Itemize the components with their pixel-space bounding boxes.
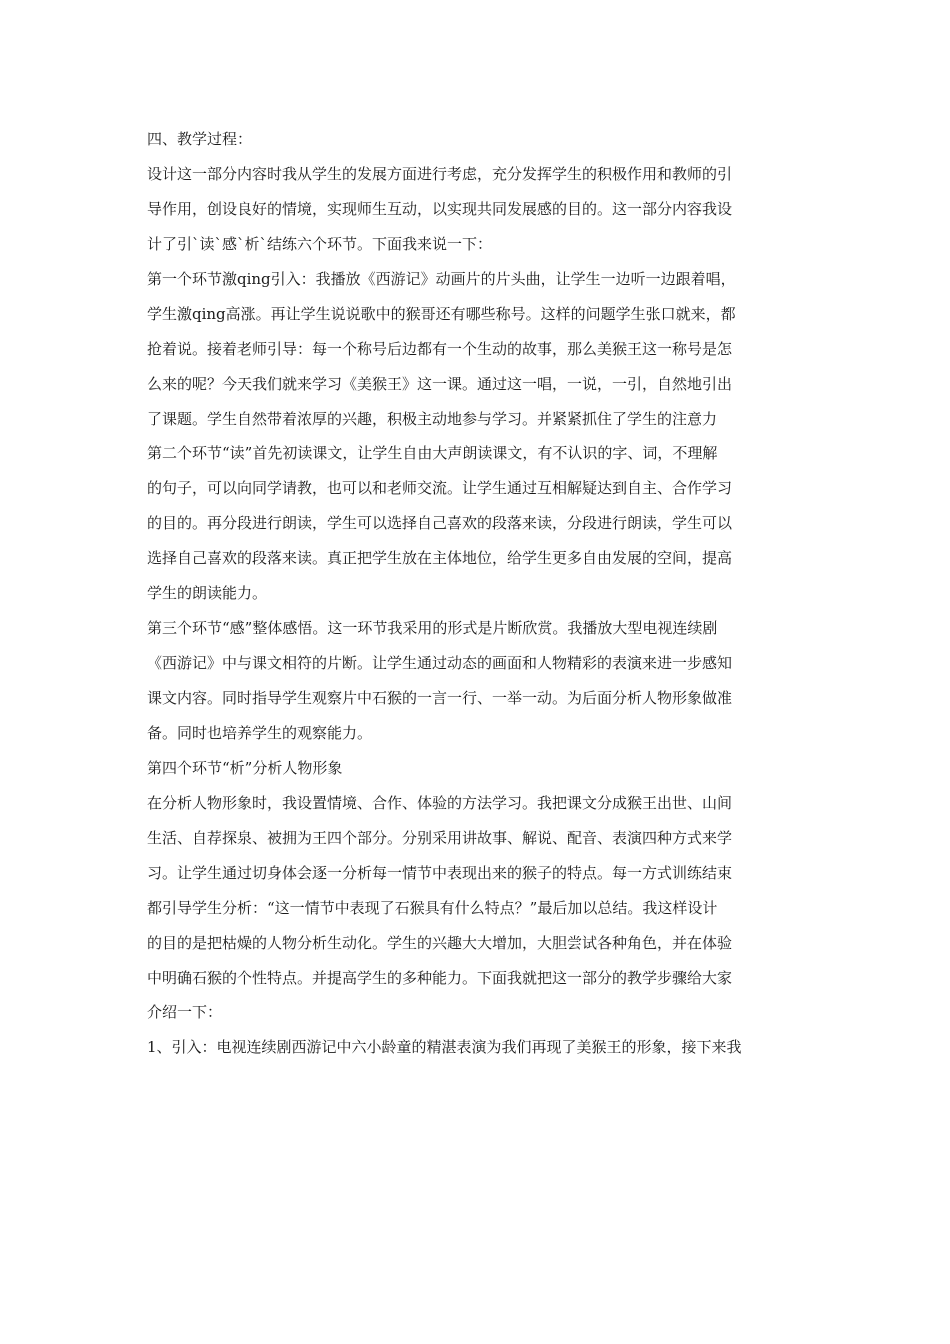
text-line: 都引导学生分析：“这一情节中表现了石猴具有什么特点？”最后加以总结。我这样设计 — [147, 898, 718, 917]
text-line: 习。让学生通过切身体会逐一分析每一情节中表现出来的猴子的特点。每一方式训练结束 — [147, 863, 733, 882]
text-line: 选择自己喜欢的段落来读。真正把学生放在主体地位，给学生更多自由发展的空间，提高 — [147, 549, 733, 568]
text-line: 的句子，可以向同学请教，也可以和老师交流。让学生通过互相解疑达到自主、合作学习 — [147, 479, 733, 498]
text-line: 备。同时也培养学生的观察能力。 — [147, 723, 373, 742]
text-line: 么来的呢？今天我们就来学习《美猴王》这一课。通过这一唱，一说，一引，自然地引出 — [147, 374, 733, 393]
section-heading: 四、教学过程： — [147, 130, 253, 148]
text-line: 中明确石猴的个性特点。并提高学生的多种能力。下面我就把这一部分的教学步骤给大家 — [147, 968, 733, 987]
text-line: 的目的是把枯燥的人物分析生动化。学生的兴趣大大增加，大胆尝试各种角色，并在体验 — [147, 933, 733, 952]
text-line: 学生激qing高涨。再让学生说说歌中的猴哥还有哪些称号。这样的问题学生张口就来，都 — [147, 304, 736, 323]
text-line: 在分析人物形象时，我设置情境、合作、体验的方法学习。我把课文分成猴王出世、山间 — [147, 793, 733, 812]
text-line: 第三个环节“感”整体感悟。这一环节我采用的形式是片断欣赏。我播放大型电视连续剧 — [147, 619, 718, 638]
document-body — [147, 122, 819, 1065]
text-line: 学生的朗读能力。 — [147, 584, 268, 603]
text-line: 第一个环节激qing引入：我播放《西游记》动画片的片头曲，让学生一边听一边跟着唱， — [147, 269, 736, 288]
text-line: 了课题。学生自然带着浓厚的兴趣，积极主动地参与学习。并紧紧抓住了学生的注意力 — [147, 409, 718, 428]
text-line: 课文内容。同时指导学生观察片中石猴的一言一行、一举一动。为后面分析人物形象做准 — [147, 689, 733, 707]
text-line: 设计这一部分内容时我从学生的发展方面进行考虑，充分发挥学生的积极作用和教师的引 — [147, 164, 733, 183]
text-line: 的目的。再分段进行朗读，学生可以选择自己喜欢的段落来读，分段进行朗读，学生可以 — [147, 514, 733, 533]
text-line: 《西游记》中与课文相符的片断。让学生通过动态的画面和人物精彩的表演来进一步感知 — [147, 654, 733, 673]
text-line: 生活、自荐探泉、被拥为王四个部分。分别采用讲故事、解说、配音、表演四种方式来学 — [147, 828, 733, 847]
text-line: 计了引`读`感`析`结练六个环节。下面我来说一下： — [147, 234, 493, 253]
text-line: 介绍一下： — [147, 1003, 223, 1022]
text-line: 1、引入：电视连续剧西游记中六小龄童的精湛表演为我们再现了美猴王的形象，接下来我 — [147, 1038, 742, 1057]
text-line: 第四个环节“析”分析人物形象 — [147, 758, 343, 777]
text-line: 第二个环节“读”首先初读课文，让学生自由大声朗读课文，有不认识的字、词，不理解 — [147, 444, 718, 463]
text-line: 导作用，创设良好的情境，实现师生互动，以实现共同发展感的目的。这一部分内容我设 — [147, 199, 733, 218]
text-line: 抢着说。接着老师引导：每一个称号后边都有一个生动的故事，那么美猴王这一称号是怎 — [147, 339, 733, 358]
